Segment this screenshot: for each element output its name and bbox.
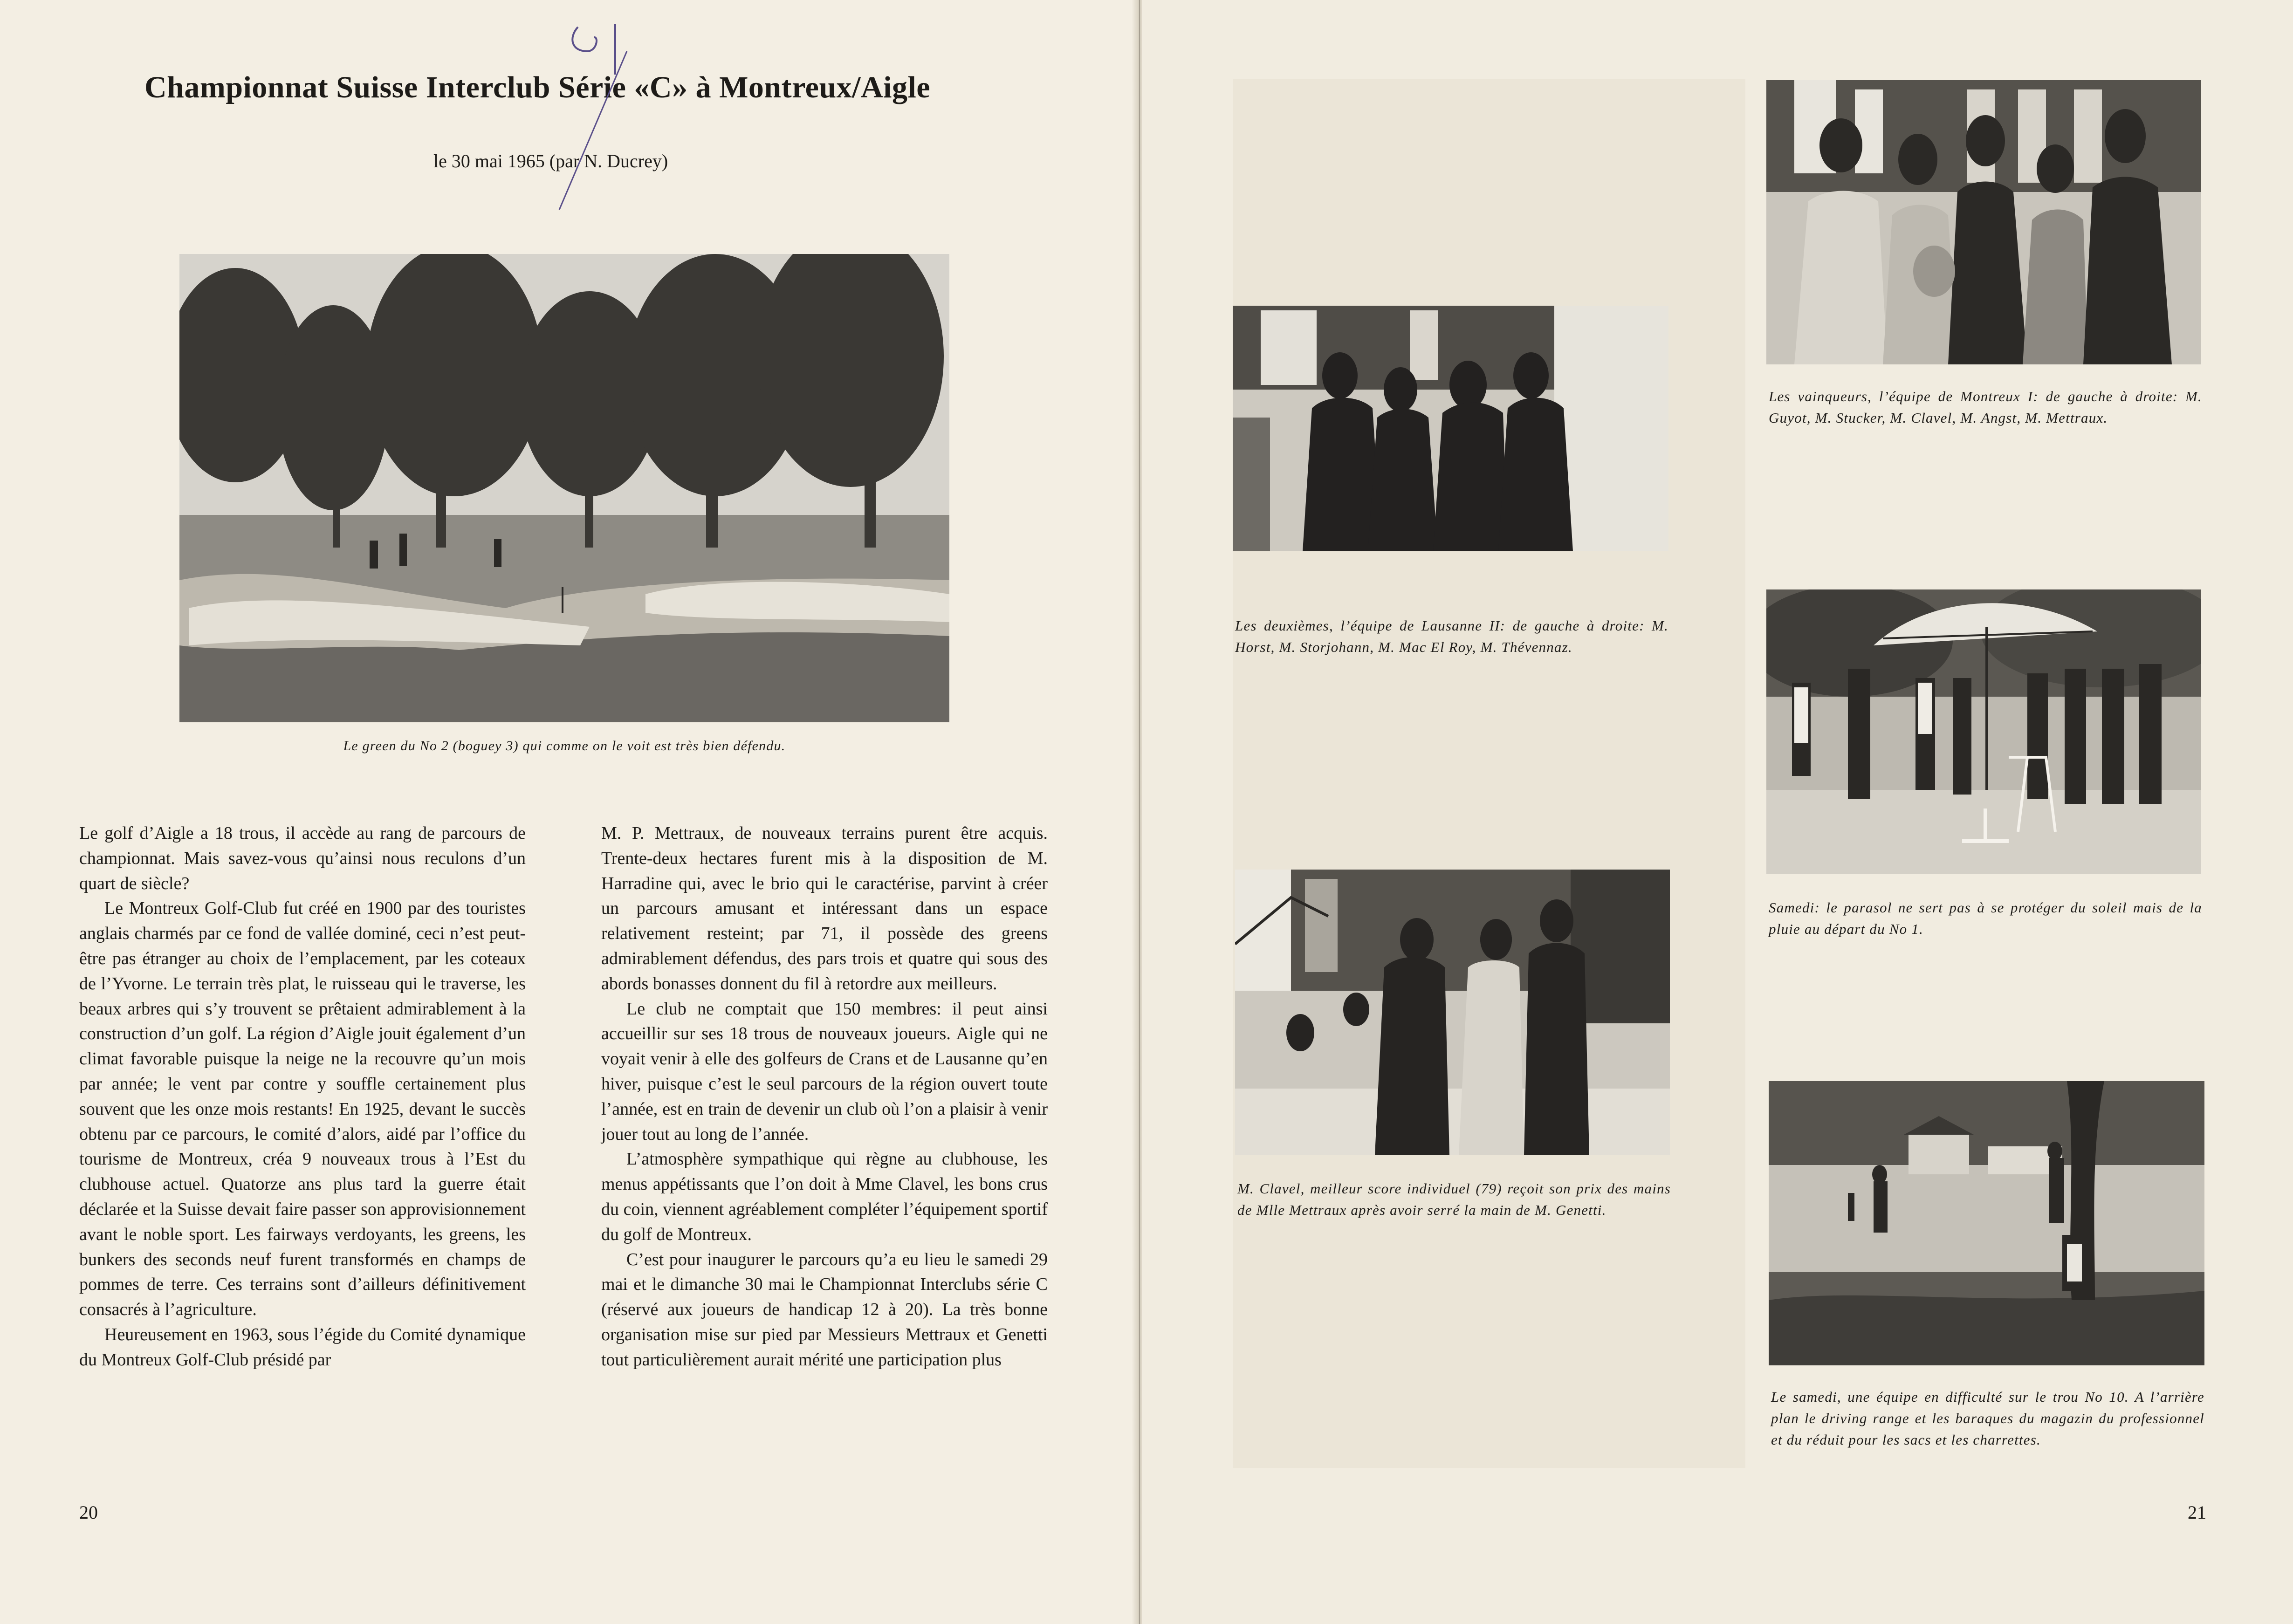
paragraph: Le Montreux Golf-Club fut créé en 1900 par des touristes anglais charmés par ce fond de vallée dominé, ceci n’est peut-être pas étranger au choix de l’emplacement, par les coteaux de l’Yvorne. Le terrain très plat, le ruisseau qui le traverse, les beaux arbres qui s’y trouvent se prêtaient admirablement à la construction d’un golf. La région d’Aigle jouit également d’un climat favorable puisque la neige ne la recouvre qu’un mois par année; le vent par contre y souffle certainement plus souvent que les onze mois restants! En 1925, devant le succès obtenu par ce parcours, le comité d’alors, aidé par l’office du tourisme de Montreux, créa 9 nouveaux trous à l’Est du clubhouse actuel. Quatorze ans plus tard la guerre était déclarée et la Suisse devait faire passer son approvisionnement avant le noble sport. Les fairways verdoyants, les greens, les bunkers des seconds neuf furent transformés en champs de pommes de terre. Ces terrains sont d’ailleurs définitivement consacrés à l’agriculture. xyxy=(79,898,526,1320)
page-number-right: 21 xyxy=(2188,1502,2206,1523)
article-title: Championnat Suisse Interclub Série «C» à Montreux/Aigle xyxy=(144,70,931,104)
winners-photo xyxy=(1766,80,2201,364)
parasol-caption: Samedi: le parasol ne sert pas à se protéger du soleil mais de la pluie au départ du No 1. xyxy=(1769,899,2202,937)
article-column-1 xyxy=(79,821,526,1373)
prize-caption: M. Clavel, meilleur score individuel (79) reçoit son prix des mains de Mlle Mettraux après avoir serré la main de M. Genetti. xyxy=(1237,1180,1671,1218)
article-byline: le 30 mai 1965 (par N. Ducrey) xyxy=(433,151,668,171)
difficulty-caption: Le samedi, une équipe en difficulté sur le trou No 10. A l’arrière plan le driving range et les baraques du magazin du professionnel et du réduit pour les sacs et les charrettes. xyxy=(1771,1389,2204,1448)
paragraph: Le club ne comptait que 150 membres: il peut ainsi accueillir sur ses 18 trous de nouveaux joueurs. Aigle qui ne voyait venir à elle des golfeurs de Crans et de Lausanne qu’en hiver, puisque c’est le seul parcours de la région ouvert toute l’année, est en train de devenir un club où l’on a plaisir à venir jouer tout au long de l’année. xyxy=(601,999,1048,1144)
pencil-annotation xyxy=(550,19,671,214)
article-column-2 xyxy=(601,821,1048,1373)
left-page xyxy=(0,0,1137,1624)
golf-green-photo xyxy=(179,254,949,722)
paragraph: Heureusement en 1963, sous l’égide du Comité dynamique du Montreux Golf-Club présidé par xyxy=(79,1324,526,1370)
right-page xyxy=(1142,0,2293,1624)
paragraph: C’est pour inaugurer le parcours qu’a eu lieu le samedi 29 mai et le dimanche 30 mai le Championnat Interclubs série C (réservé aux joueurs de handicap 12 à 20). La très bonne organisation mise sur pied par Messieurs Mettraux et Genetti tout particulièrement aurait mérité une participation plus xyxy=(601,1249,1048,1370)
difficulty-photo xyxy=(1769,1081,2204,1365)
paragraph: Le golf d’Aigle a 18 trous, il accède au rang de parcours de championnat. Mais savez-vous qu’ainsi nous reculons d’un quart de siècle? xyxy=(79,823,526,893)
paragraph: L’atmosphère sympathique qui règne au clubhouse, les menus appétissants que l’on doit à Mme Clavel, les bons crus du coin, viennent agréablement compléter l’équipement sportif du golf de Montreux. xyxy=(601,1149,1048,1244)
paragraph: M. P. Mettraux, de nouveaux terrains purent être acquis. Trente-deux hectares furent mis à la disposition de M. Harradine qui, avec le brio qui le caractérise, parvint à créer un parcours amusant et intéressant dans un espace relativement resteint; par 71, il possède des greens admirablement défendus, des pars trois et quatre qui sous des abords bonasses donnent du fil à retordre aux meilleurs. xyxy=(601,823,1048,994)
winners-caption: Les vainqueurs, l’équipe de Montreux I: de gauche à droite: M. Guyot, M. Stucker, M. Clavel, M. Angst, M. Mettraux. xyxy=(1769,388,2202,426)
golf-green-caption: Le green du No 2 (boguey 3) qui comme on le voit est très bien défendu. xyxy=(343,738,786,754)
bleed-through-area xyxy=(1233,79,1745,1468)
second-place-photo xyxy=(1233,306,1668,551)
page-number-left: 20 xyxy=(79,1502,98,1523)
parasol-photo xyxy=(1766,589,2201,874)
prize-photo xyxy=(1235,870,1670,1155)
second-place-caption: Les deuxièmes, l’équipe de Lausanne II: de gauche à droite: M. Horst, M. Storjohann, M. Mac El Roy, M. Thévennaz. xyxy=(1235,617,1668,655)
